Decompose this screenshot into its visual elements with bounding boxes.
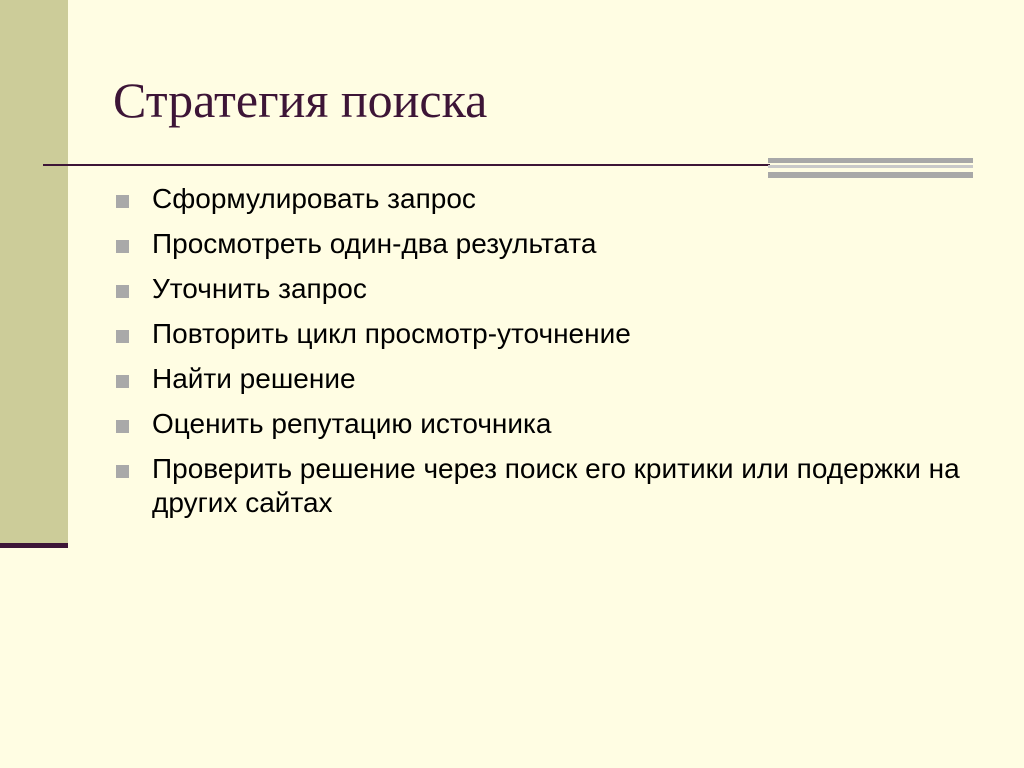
bullet-item bbox=[113, 362, 973, 396]
bullet-list bbox=[113, 182, 973, 531]
bullet-text: Проверить решение через поиск его критики или подержки на других сайтах bbox=[152, 453, 960, 518]
bullet-text: Просмотреть один-два результата bbox=[152, 228, 597, 259]
left-accent-underline bbox=[0, 543, 68, 548]
square-bullet-icon bbox=[116, 330, 129, 343]
bullet-text: Найти решение bbox=[152, 363, 356, 394]
bullet-item bbox=[113, 452, 973, 520]
title-divider bbox=[43, 164, 770, 166]
bullet-text: Сформулировать запрос bbox=[152, 183, 476, 214]
left-accent-band bbox=[0, 0, 68, 545]
slide-title: Стратегия поиска bbox=[113, 72, 488, 128]
bullet-item bbox=[113, 272, 973, 306]
bullet-item bbox=[113, 227, 973, 261]
square-bullet-icon bbox=[116, 240, 129, 253]
title-divider-grey-top bbox=[768, 158, 973, 163]
bullet-text: Уточнить запрос bbox=[152, 273, 367, 304]
title-divider-grey-bottom bbox=[768, 172, 973, 178]
title-divider-grey-middle bbox=[768, 165, 973, 168]
square-bullet-icon bbox=[116, 465, 129, 478]
square-bullet-icon bbox=[116, 420, 129, 433]
bullet-text: Оценить репутацию источника bbox=[152, 408, 552, 439]
bullet-text: Повторить цикл просмотр-уточнение bbox=[152, 318, 631, 349]
bullet-item bbox=[113, 317, 973, 351]
square-bullet-icon bbox=[116, 285, 129, 298]
square-bullet-icon bbox=[116, 375, 129, 388]
square-bullet-icon bbox=[116, 195, 129, 208]
bullet-item bbox=[113, 407, 973, 441]
bullet-item bbox=[113, 182, 973, 216]
